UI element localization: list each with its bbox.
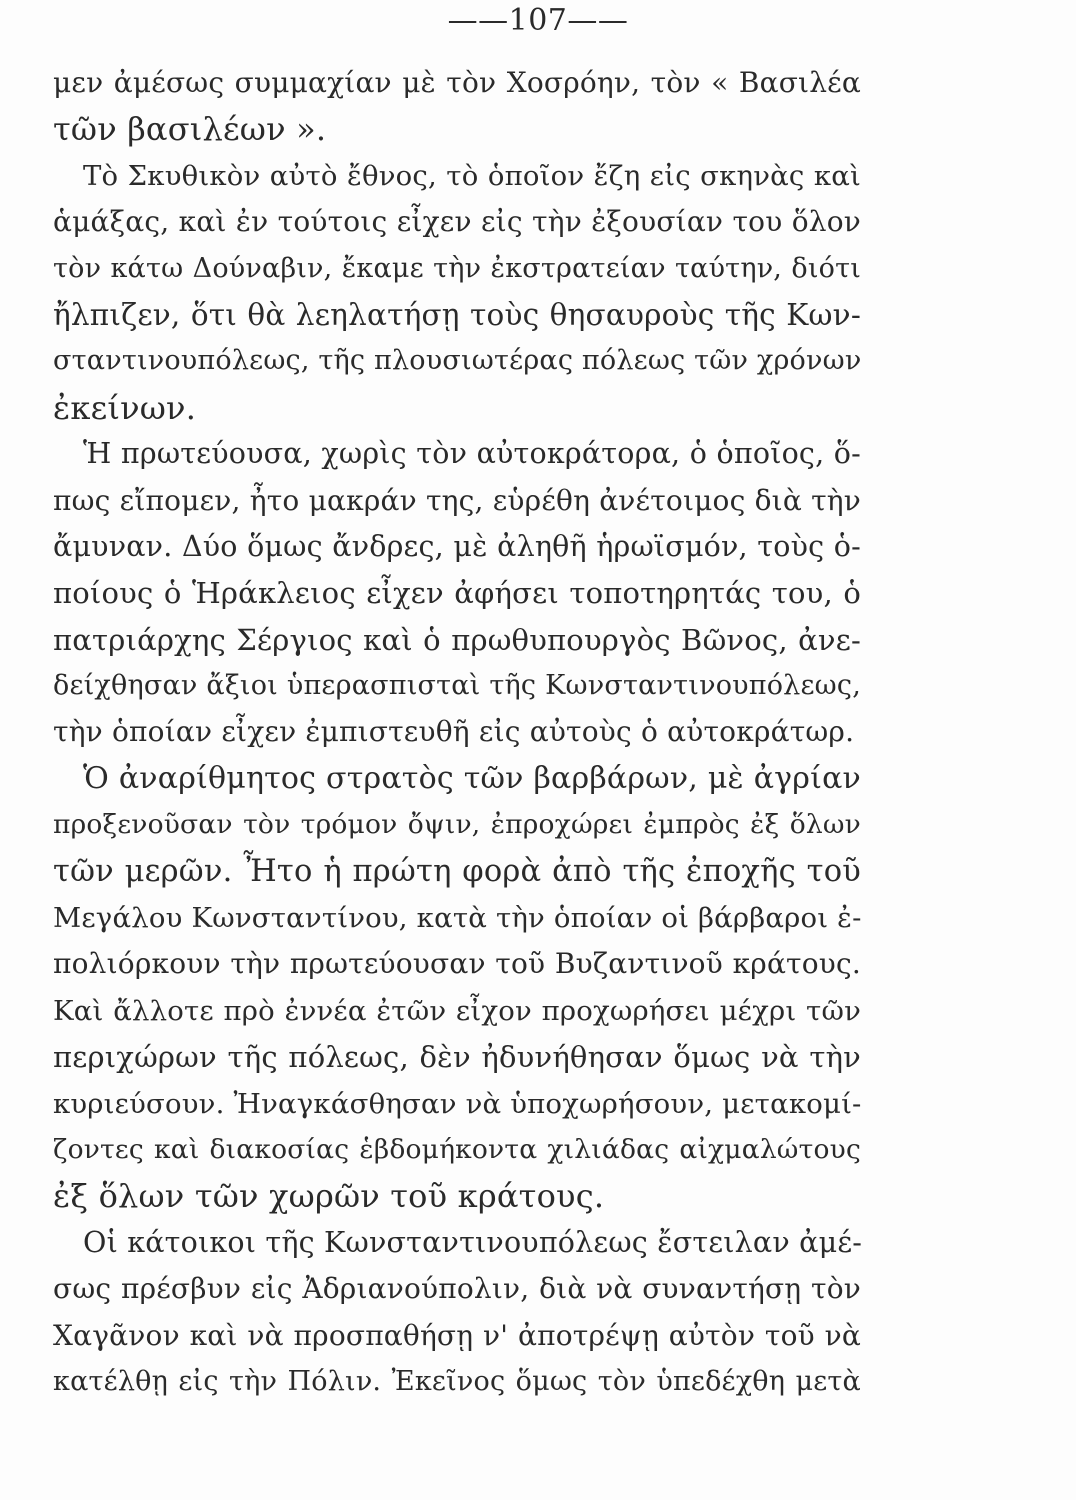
page-number: ——107—— — [447, 3, 629, 38]
text-line: πατριάρχης Σέργιος καὶ ὁ πρωθυπουργὸς Βῶνος, ἀνε- — [53, 622, 861, 657]
text-line: σως πρέσβυν εἰς Ἀδριανούπολιν, διὰ νὰ συναντήσῃ τὸν — [53, 1272, 861, 1306]
text-line: ἐκείνων. — [53, 388, 197, 427]
text-line: σταντινουπόλεως, τῆς πλουσιωτέρας πόλεως τῶν χρόνων — [53, 345, 862, 377]
text-line: ποίους ὁ Ἡράκλειος εἶχεν ἀφήσει τοποτηρητάς του, ὁ — [53, 576, 861, 611]
text-line: πολιόρκουν τὴν πρωτεύουσαν τοῦ Βυζαντινοῦ κράτους. — [53, 947, 861, 981]
text-line: Μεγάλου Κωνσταντίνου, κατὰ τὴν ὁποίαν οἱ βάρβαροι ἐ- — [53, 902, 862, 935]
text-line: τῶν μερῶν. Ἦτο ἡ πρώτη φορὰ ἀπὸ τῆς ἐποχῆς τοῦ — [53, 853, 861, 889]
text-line: ἤλπιζεν, ὅτι θὰ λεηλατήσῃ τοὺς θησαυροὺς τῆς Κων- — [53, 297, 861, 332]
text-line: τὴν ὁποίαν εἶχεν ἐμπιστευθῆ εἰς αὐτοὺς ὁ αὐτοκράτωρ. — [53, 715, 855, 749]
text-line: προξενοῦσαν τὸν τρόμον ὄψιν, ἐπροχώρει ἐμπρὸς ἐξ ὅλων — [53, 809, 861, 841]
text-line: ἄμυναν. Δύο ὅμως ἄνδρες, μὲ ἀληθῆ ἡρωϊσμόν, τοὺς ὁ- — [53, 529, 861, 563]
body-text — [53, 60, 861, 1405]
text-line: πως εἴπομεν, ἦτο μακράν της, εὑρέθη ἀνέτοιμος διὰ τὴν — [53, 483, 861, 517]
text-line: Ἡ πρωτεύουσα, χωρὶς τὸν αὐτοκράτορα, ὁ ὁποῖος, ὅ- — [83, 437, 861, 471]
text-line: κατέλθῃ εἰς τὴν Πόλιν. Ἐκεῖνος ὅμως τὸν ὑπεδέχθη μετὰ — [53, 1365, 861, 1397]
text-line: Χαγᾶνον καὶ νὰ προσπαθήσῃ ν' ἀποτρέψῃ αὐτὸν τοῦ νὰ — [53, 1318, 861, 1352]
text-line: Ὁ ἀναρίθμητος στρατὸς τῶν βαρβάρων, μὲ ἀγρίαν — [83, 760, 861, 796]
text-line: ζοντες καὶ διακοσίας ἑβδομήκοντα χιλιάδας αἰχμαλώτους — [53, 1133, 861, 1165]
text-line: μεν ἀμέσως συμμαχίαν μὲ τὸν Χοσρόην, τὸν « Βασιλέα — [53, 66, 861, 99]
text-line: ἁμάξας, καὶ ἐν τούτοις εἶχεν εἰς τὴν ἐξουσίαν του ὅλον — [53, 205, 861, 239]
text-line: τῶν βασιλέων ». — [53, 110, 327, 149]
text-line: ἐξ ὅλων τῶν χωρῶν τοῦ κράτους. — [53, 1177, 605, 1216]
text-line: κυριεύσουν. Ἠναγκάσθησαν νὰ ὑποχωρήσουν, μετακομί- — [53, 1087, 862, 1120]
text-line: Καὶ ἄλλοτε πρὸ ἐννέα ἐτῶν εἶχον προχωρήσει μέχρι τῶν — [53, 994, 861, 1027]
text-line: Οἱ κάτοικοι τῆς Κωνσταντινουπόλεως ἔστειλαν ἀμέ- — [83, 1225, 863, 1259]
text-line: τὸν κάτω Δούναβιν, ἔκαμε τὴν ἐκστρατείαν ταύτην, διότι — [53, 252, 861, 284]
text-line: Τὸ Σκυθικὸν αὐτὸ ἔθνος, τὸ ὁποῖον ἔζη εἰς σκηνὰς καὶ — [83, 159, 861, 192]
text-line: δείχθησαν ἄξιοι ὑπερασπισταὶ τῆς Κωνσταντινουπόλεως, — [53, 670, 861, 702]
text-line: περιχώρων τῆς πόλεως, δὲν ἠδυνήθησαν ὅμως νὰ τὴν — [53, 1040, 861, 1075]
